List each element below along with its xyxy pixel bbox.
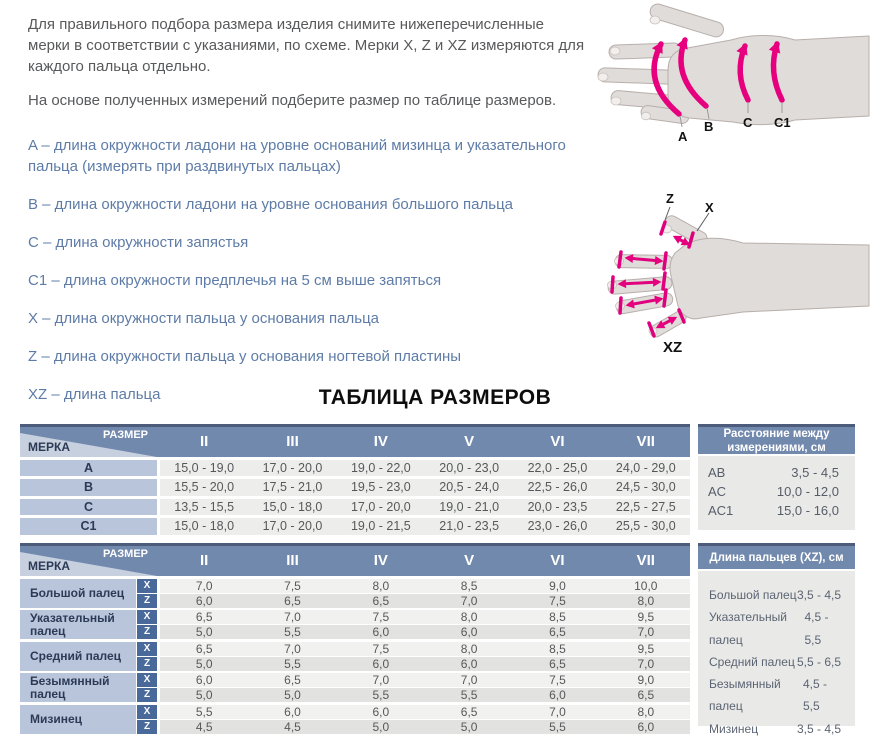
- finger-size-value: 7,0: [195, 578, 213, 593]
- finger-size-value: 8,5: [460, 578, 478, 593]
- size-table-title: ТАБЛИЦА РАЗМЕРОВ: [318, 386, 552, 409]
- finger-size-value: 7,5: [372, 610, 390, 624]
- size-range-value: 19,5 - 23,0: [350, 480, 411, 495]
- table-corner-cell: [20, 546, 157, 576]
- finger-size-value: 8,0: [637, 593, 655, 608]
- size-range-value: 20,5 - 24,0: [439, 480, 500, 495]
- finger-size-value: 7,5: [372, 641, 390, 656]
- finger-size-value: 6,5: [195, 641, 213, 656]
- distance-panel-body: [698, 456, 855, 530]
- size-column-header: III: [286, 552, 299, 569]
- hand-circumference-diagram: [585, 0, 870, 178]
- size-range-value: 13,5 - 15,5: [174, 499, 235, 514]
- z-measure-badge: Z: [137, 625, 157, 639]
- finger-size-value: 5,5: [372, 688, 390, 702]
- instructions-column: [28, 6, 590, 422]
- distance-label: AC: [708, 484, 727, 499]
- hand-silhouette: [598, 2, 869, 124]
- size-row-values: [160, 460, 690, 477]
- finger-group: [20, 642, 690, 671]
- corner-size-label: РАЗМЕР: [102, 548, 148, 560]
- x-measure-badge: X: [137, 705, 157, 719]
- diagram-label-C1: C1: [774, 115, 791, 130]
- size-range-value: 24,0 - 29,0: [615, 460, 676, 475]
- xz-badges: [137, 673, 157, 702]
- size-range-value: 17,0 - 20,0: [350, 499, 411, 514]
- finger-size-value: 5,0: [195, 656, 213, 671]
- size-table-row: [20, 460, 690, 477]
- measurement-definition: C – длина окружности запястья: [28, 234, 249, 251]
- finger-size-value: 7,0: [284, 641, 301, 656]
- finger-length-value: 3,5 - 4,5: [796, 721, 841, 736]
- finger-size-value: 6,0: [549, 688, 566, 702]
- z-values-row: [160, 688, 690, 702]
- x-measure-badge: X: [137, 579, 157, 593]
- size-column-header: V: [464, 552, 475, 569]
- size-range-value: 15,0 - 19,0: [174, 460, 235, 475]
- xz-badges: [137, 705, 157, 734]
- size-range-value: 25,5 - 30,0: [615, 519, 676, 534]
- xz-badges: [137, 610, 157, 639]
- finger-size-value: 5,5: [549, 719, 566, 734]
- finger-size-value: 5,5: [460, 688, 478, 702]
- size-column-header: V: [464, 433, 475, 450]
- size-range-value: 15,5 - 20,0: [174, 480, 235, 495]
- diagram-label-A: A: [678, 129, 688, 144]
- measurement-definition: X – длина окружности пальца у основания пальца: [28, 310, 380, 327]
- finger-size-value: 9,0: [637, 673, 655, 687]
- finger-length-label: Безымянный палец: [709, 677, 781, 714]
- finger-size-value: 6,5: [460, 704, 478, 719]
- measure-label: C1: [20, 518, 157, 535]
- size-table: [20, 424, 690, 535]
- finger-size-value: 4,5: [195, 719, 213, 734]
- finger-size-value: 7,0: [460, 593, 478, 608]
- distance-value: 3,5 - 4,5: [791, 465, 839, 480]
- size-column-header: VI: [550, 552, 565, 569]
- x-measure-badge: X: [137, 642, 157, 656]
- distance-label: AB: [708, 465, 726, 480]
- size-range-value: 22,0 - 25,0: [527, 460, 588, 475]
- finger-length-label: Указательный палец: [709, 610, 787, 647]
- hand-silhouette: [608, 213, 869, 339]
- finger-size-value: 6,0: [284, 704, 301, 719]
- size-range-value: 15,0 - 18,0: [262, 499, 323, 514]
- finger-group: [20, 610, 690, 639]
- z-values-row: [160, 720, 690, 734]
- diagram-label-XZ: XZ: [663, 339, 683, 356]
- size-range-value: 19,0 - 21,5: [350, 519, 411, 534]
- finger-values: [160, 642, 690, 671]
- finger-name: Средний палец: [20, 642, 136, 671]
- finger-size-value: 8,0: [637, 704, 655, 719]
- finger-size-value: 10,0: [634, 578, 658, 593]
- size-range-value: 22,5 - 26,0: [527, 480, 588, 495]
- finger-group: [20, 673, 690, 702]
- finger-size-value: 7,5: [549, 673, 566, 687]
- measurement-definition: A – длина окружности ладони на уровне оснований мизинца и указательного пальца (измерять при раздвинутых пальцах): [28, 137, 566, 175]
- finger-size-value: 6,5: [549, 656, 566, 671]
- finger-table-body: [20, 579, 690, 734]
- finger-size-value: 6,5: [637, 688, 655, 702]
- size-column-header: VII: [636, 433, 655, 450]
- finger-name: Большой палец: [20, 579, 136, 608]
- finger-length-row: [709, 606, 841, 651]
- finger-size-value: 4,5: [284, 719, 301, 734]
- distance-panel-title: Расстояние между измерениями, см: [698, 424, 855, 454]
- corner-measure-label: МЕРКА: [28, 440, 70, 454]
- finger-size-value: 6,5: [195, 610, 213, 624]
- x-measure-badge: X: [137, 610, 157, 624]
- size-table-row: [20, 479, 690, 496]
- finger-size-value: 7,5: [549, 593, 566, 608]
- finger-size-value: 9,0: [549, 578, 566, 593]
- diagram-label-C: C: [743, 115, 753, 130]
- finger-length-row: [709, 584, 841, 606]
- distance-row: [708, 482, 839, 501]
- z-measure-badge: Z: [137, 688, 157, 702]
- finger-group: [20, 705, 690, 734]
- intro-paragraph: Для правильного подбора размера изделия снимите нижеперечисленные мерки в соответствии с указаниями, по схеме. Мерки X, Z и XZ измеряются для каждого пальца отдельно.: [28, 16, 585, 75]
- finger-size-value: 6,0: [195, 593, 213, 608]
- hand-finger-diagram: [585, 185, 870, 360]
- finger-size-value: 8,0: [460, 610, 478, 624]
- finger-size-value: 6,0: [372, 625, 390, 639]
- finger-name: Мизинец: [20, 705, 136, 734]
- finger-size-value: 5,0: [460, 719, 478, 734]
- z-values-row: [160, 594, 690, 608]
- distance-label: AC1: [708, 503, 734, 518]
- finger-length-value: 4,5 - 5,5: [804, 610, 829, 647]
- measurement-definition: B – длина окружности ладони на уровне основания большого пальца: [28, 196, 514, 213]
- finger-size-value: 8,0: [460, 641, 478, 656]
- size-column-headers: [160, 546, 690, 576]
- z-measure-badge: Z: [137, 594, 157, 608]
- table-corner-cell: [20, 427, 157, 457]
- x-values-row: [160, 642, 690, 656]
- finger-size-value: 7,0: [637, 625, 655, 639]
- finger-size-value: 9,5: [637, 641, 655, 656]
- finger-values: [160, 673, 690, 702]
- size-column-header: VII: [636, 552, 655, 569]
- finger-size-value: 7,5: [284, 578, 301, 593]
- finger-size-value: 9,5: [637, 610, 655, 624]
- size-column-header: II: [199, 433, 209, 450]
- finger-length-label: Большой палец: [709, 588, 797, 602]
- finger-values: [160, 579, 690, 608]
- corner-size-label: РАЗМЕР: [102, 429, 148, 441]
- size-range-value: 22,5 - 27,5: [615, 499, 676, 514]
- size-table-row: [20, 499, 690, 516]
- finger-size-value: 7,0: [637, 656, 655, 671]
- finger-group: [20, 579, 690, 608]
- finger-size-value: 6,5: [549, 625, 566, 639]
- finger-length-label: Средний палец: [709, 654, 795, 669]
- finger-length-panel: [698, 543, 855, 736]
- finger-size-value: 6,0: [372, 704, 390, 719]
- finger-size-value: 6,0: [637, 719, 655, 734]
- size-table-header: [20, 424, 690, 457]
- finger-size-value: 5,0: [195, 625, 213, 639]
- measure-label: C: [20, 499, 157, 516]
- finger-length-value: 3,5 - 4,5: [796, 588, 841, 602]
- x-measure-badge: X: [137, 673, 157, 687]
- finger-length-panel-body: [698, 571, 855, 736]
- finger-size-value: 5,5: [195, 704, 213, 719]
- size-column-header: IV: [373, 433, 388, 450]
- finger-values: [160, 610, 690, 639]
- size-range-value: 21,0 - 23,5: [439, 519, 500, 534]
- size-row-values: [160, 479, 690, 496]
- size-row-values: [160, 518, 690, 535]
- size-range-value: 19,0 - 21,0: [439, 499, 500, 514]
- measure-label: A: [20, 460, 157, 477]
- z-measure-badge: Z: [137, 657, 157, 671]
- finger-name: Безымянный палец: [20, 673, 136, 702]
- finger-size-value: 8,5: [549, 641, 566, 656]
- size-range-value: 17,0 - 20,0: [262, 519, 323, 534]
- finger-size-value: 6,0: [460, 656, 478, 671]
- finger-size-value: 6,0: [372, 656, 390, 671]
- size-column-header: II: [199, 552, 209, 569]
- finger-size-value: 8,0: [372, 578, 390, 593]
- finger-length-panel-title: Длина пальцев (XZ), см: [698, 543, 855, 569]
- size-column-headers: [160, 427, 690, 457]
- finger-size-value: 7,0: [284, 610, 301, 624]
- size-range-value: 17,5 - 21,0: [262, 480, 323, 495]
- finger-size-value: 5,0: [195, 688, 213, 702]
- finger-size-value: 5,5: [284, 625, 301, 639]
- finger-size-value: 7,0: [549, 704, 566, 719]
- xz-badges: [137, 642, 157, 671]
- size-column-header: III: [286, 433, 299, 450]
- z-values-row: [160, 625, 690, 639]
- distance-value: 10,0 - 12,0: [776, 484, 839, 499]
- finger-size-value: 6,0: [460, 625, 478, 639]
- finger-name: Указательный палец: [20, 610, 136, 639]
- x-values-row: [160, 610, 690, 624]
- size-range-value: 17,0 - 20,0: [262, 460, 323, 475]
- diagram-label-Z: Z: [666, 191, 674, 206]
- finger-values: [160, 705, 690, 734]
- finger-size-value: 5,0: [284, 688, 301, 702]
- diagram-label-X: X: [705, 200, 714, 215]
- measurement-definition: C1 – длина окружности предплечья на 5 см выше запяться: [28, 272, 442, 289]
- size-range-value: 23,0 - 26,0: [527, 519, 588, 534]
- size-column-header: IV: [373, 552, 388, 569]
- size-range-value: 19,0 - 22,0: [350, 460, 411, 475]
- finger-length-value: 5,5 - 6,5: [796, 654, 841, 669]
- intro-paragraph-2: На основе полученных измерений подберите размер по таблице размеров.: [28, 92, 557, 109]
- distance-row: [708, 463, 839, 482]
- corner-measure-label: МЕРКА: [28, 559, 70, 573]
- size-range-value: 24,5 - 30,0: [615, 480, 676, 495]
- distance-value: 15,0 - 16,0: [776, 503, 839, 518]
- size-range-value: 15,0 - 18,0: [174, 519, 235, 534]
- measure-label: B: [20, 479, 157, 496]
- distance-panel: [698, 424, 855, 530]
- finger-size-value: 7,0: [372, 673, 390, 687]
- measurement-definitions: [28, 135, 590, 405]
- xz-badges: [137, 579, 157, 608]
- finger-length-row: [709, 718, 841, 740]
- x-values-row: [160, 579, 690, 593]
- z-measure-badge: Z: [137, 720, 157, 734]
- measurement-definition: XZ – длина пальца: [28, 386, 161, 403]
- z-values-row: [160, 657, 690, 671]
- finger-length-row: [709, 673, 841, 718]
- size-range-value: 20,0 - 23,0: [439, 460, 500, 475]
- finger-size-value: 6,0: [195, 673, 213, 687]
- size-range-value: 20,0 - 23,5: [527, 499, 588, 514]
- finger-size-value: 8,5: [549, 610, 566, 624]
- x-values-row: [160, 673, 690, 687]
- finger-size-value: 5,5: [284, 656, 301, 671]
- size-column-header: VI: [550, 433, 565, 450]
- size-row-values: [160, 499, 690, 516]
- diagram-label-B: B: [704, 119, 714, 134]
- size-table-row: [20, 518, 690, 535]
- finger-size-value: 6,5: [284, 673, 301, 687]
- x-values-row: [160, 705, 690, 719]
- finger-size-table: [20, 543, 690, 734]
- finger-size-value: 6,5: [284, 593, 301, 608]
- finger-length-row: [709, 651, 841, 673]
- finger-size-value: 7,0: [460, 673, 478, 687]
- measurement-definition: Z – длина окружности пальца у основания ногтевой пластины: [28, 348, 462, 365]
- finger-length-label: Мизинец: [709, 721, 759, 736]
- finger-length-value: 4,5 - 5,5: [802, 677, 827, 714]
- finger-size-value: 6,5: [372, 593, 390, 608]
- finger-size-value: 5,0: [372, 719, 390, 734]
- finger-table-header: [20, 543, 690, 576]
- distance-row: [708, 501, 839, 520]
- size-table-body: [20, 460, 690, 535]
